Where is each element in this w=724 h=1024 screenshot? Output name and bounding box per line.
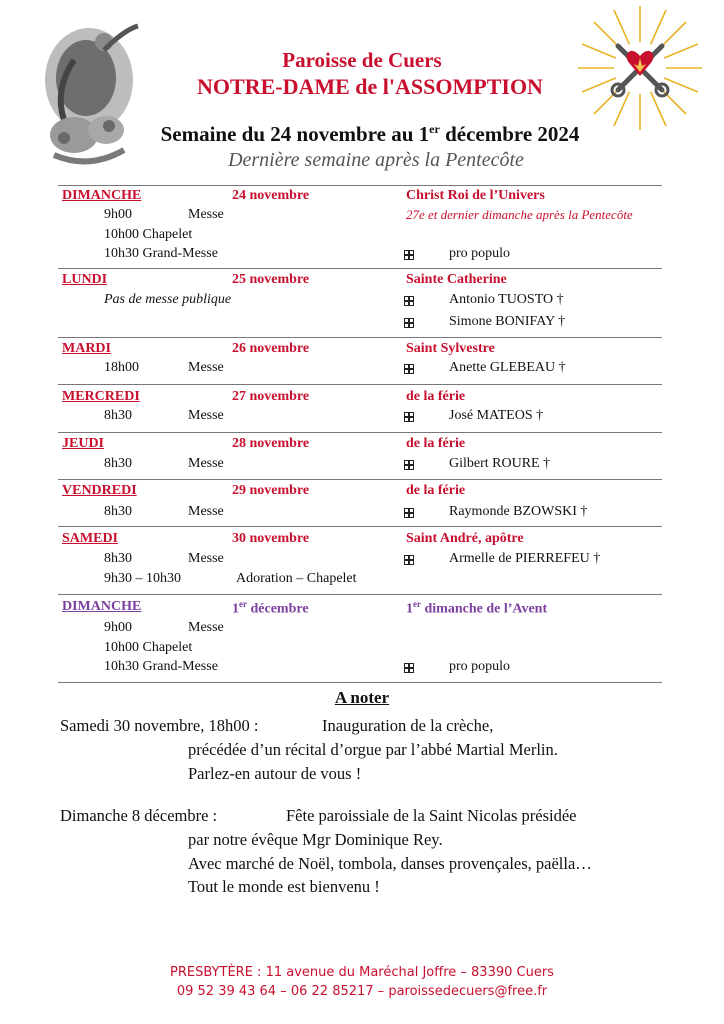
- mass-intention: José MATEOS †: [449, 408, 544, 423]
- service-time: 18h00: [104, 360, 139, 375]
- week-title-sup: er: [429, 122, 440, 136]
- day-date: 29 novembre: [232, 483, 310, 498]
- parish-name: Paroisse de Cuers: [282, 48, 442, 72]
- feast-name: Sainte Catherine: [406, 272, 507, 287]
- cross-icon: [404, 412, 414, 422]
- mass-intention: Raymonde BZOWSKI †: [449, 504, 588, 519]
- service-name: Messe: [188, 207, 224, 222]
- feast-sup: er: [413, 599, 421, 609]
- service-line: 10h00 Chapelet: [104, 640, 193, 655]
- feast-name: de la férie: [406, 483, 466, 498]
- service-name: Messe: [188, 551, 224, 566]
- cross-icon: [404, 508, 414, 518]
- day-date: [232, 599, 309, 618]
- cross-icon: [404, 318, 414, 328]
- feast-name: Saint André, apôtre: [406, 531, 524, 546]
- feast-text: dimanche de l’Avent: [421, 601, 548, 617]
- table-divider: [58, 526, 662, 527]
- table-divider: [58, 479, 662, 480]
- mass-intention: Armelle de PIERREFEU †: [449, 551, 601, 566]
- feast-number: 1: [406, 601, 413, 617]
- service-line: 10h30 Grand-Messe: [104, 246, 218, 261]
- day-date: 24 novembre: [232, 188, 310, 203]
- service-line: 10h00 Chapelet: [104, 227, 193, 242]
- liturgical-subtitle: Dernière semaine après la Pentecôte: [228, 149, 524, 171]
- mass-intention: pro populo: [449, 659, 511, 674]
- day-thursday: JEUDI: [62, 436, 105, 451]
- mass-intention: Anette GLEBEAU †: [449, 360, 566, 375]
- note-1-line: Parlez-en autour de vous !: [188, 764, 362, 783]
- week-title: [8, 122, 724, 147]
- cross-icon: [404, 250, 414, 260]
- service-time: 8h30: [104, 504, 132, 519]
- day-date: 28 novembre: [232, 436, 310, 451]
- feast-name: Saint Sylvestre: [406, 341, 495, 356]
- week-title-start: Semaine du 24 novembre au 1: [160, 122, 430, 146]
- table-divider: [58, 268, 662, 269]
- note-1-heading: Samedi 30 novembre, 18h00 :: [60, 716, 259, 735]
- mass-intention: pro populo: [449, 246, 511, 261]
- service-name: Adoration – Chapelet: [236, 571, 357, 586]
- table-divider: [58, 432, 662, 433]
- mass-intention: Simone BONIFAY †: [449, 314, 566, 329]
- day-saturday: SAMEDI: [62, 531, 119, 546]
- mass-intention: Gilbert ROURE †: [449, 456, 551, 471]
- service-line: Pas de messe publique: [104, 292, 232, 307]
- footer-address: PRESBYTÈRE : 11 avenue du Maréchal Joffre – 83390 Cuers: [170, 965, 554, 980]
- note-2-line: Tout le monde est bienvenu !: [188, 877, 380, 896]
- service-time: 8h30: [104, 408, 132, 423]
- note-2-line: Avec marché de Noël, tombola, danses provençales, paëlla…: [188, 854, 592, 873]
- cross-icon: [404, 555, 414, 565]
- service-name: Messe: [188, 456, 224, 471]
- feast-note: 27e et dernier dimanche après la Pentecôte: [406, 207, 633, 222]
- table-divider: [58, 682, 662, 683]
- mass-intention: Antonio TUOSTO †: [449, 292, 564, 307]
- day-sunday: DIMANCHE: [62, 599, 142, 614]
- table-divider: [58, 384, 662, 385]
- service-time: 8h30: [104, 551, 132, 566]
- feast-name: [406, 599, 547, 618]
- day-wednesday: MERCREDI: [62, 389, 140, 404]
- day-sunday: DIMANCHE: [62, 188, 142, 203]
- day-date: 27 novembre: [232, 389, 310, 404]
- table-divider: [58, 185, 662, 186]
- feast-name: Christ Roi de l’Univers: [406, 188, 545, 203]
- service-name: Messe: [188, 408, 224, 423]
- date-number: 1: [232, 601, 239, 617]
- service-time: 9h30 – 10h30: [104, 571, 181, 586]
- day-tuesday: MARDI: [62, 341, 111, 356]
- table-divider: [58, 337, 662, 338]
- note-2-line: Fête paroissiale de la Saint Nicolas présidée: [286, 806, 577, 825]
- note-2-line: par notre évêque Mgr Dominique Rey.: [188, 830, 443, 849]
- note-2-heading: Dimanche 8 décembre :: [60, 806, 218, 825]
- church-name: NOTRE-DAME de l'ASSOMPTION: [197, 74, 543, 99]
- cross-icon: [404, 663, 414, 673]
- table-divider: [58, 594, 662, 595]
- cross-icon: [404, 460, 414, 470]
- notes-title: A noter: [334, 688, 390, 707]
- cross-icon: [404, 296, 414, 306]
- service-name: Messe: [188, 504, 224, 519]
- note-1-line: Inauguration de la crèche,: [322, 716, 494, 735]
- day-date: 26 novembre: [232, 341, 310, 356]
- date-sup: er: [239, 599, 247, 609]
- week-title-end: décembre 2024: [439, 122, 580, 146]
- day-friday: VENDREDI: [62, 483, 137, 498]
- service-name: Messe: [188, 360, 224, 375]
- day-monday: LUNDI: [62, 272, 108, 287]
- service-time: 8h30: [104, 456, 132, 471]
- date-month: décembre: [247, 601, 309, 617]
- note-1-line: précédée d’un récital d’orgue par l’abbé Martial Merlin.: [188, 740, 558, 759]
- service-line: 10h30 Grand-Messe: [104, 659, 218, 674]
- footer-contact: 09 52 39 43 64 – 06 22 85217 – paroissedecuers@free.fr: [176, 984, 548, 999]
- service-time: 9h00: [104, 207, 132, 222]
- day-date: 30 novembre: [232, 531, 310, 546]
- feast-name: de la férie: [406, 389, 466, 404]
- service-time: 9h00: [104, 620, 132, 635]
- cross-icon: [404, 364, 414, 374]
- service-name: Messe: [188, 620, 224, 635]
- feast-name: de la férie: [406, 436, 466, 451]
- day-date: 25 novembre: [232, 272, 310, 287]
